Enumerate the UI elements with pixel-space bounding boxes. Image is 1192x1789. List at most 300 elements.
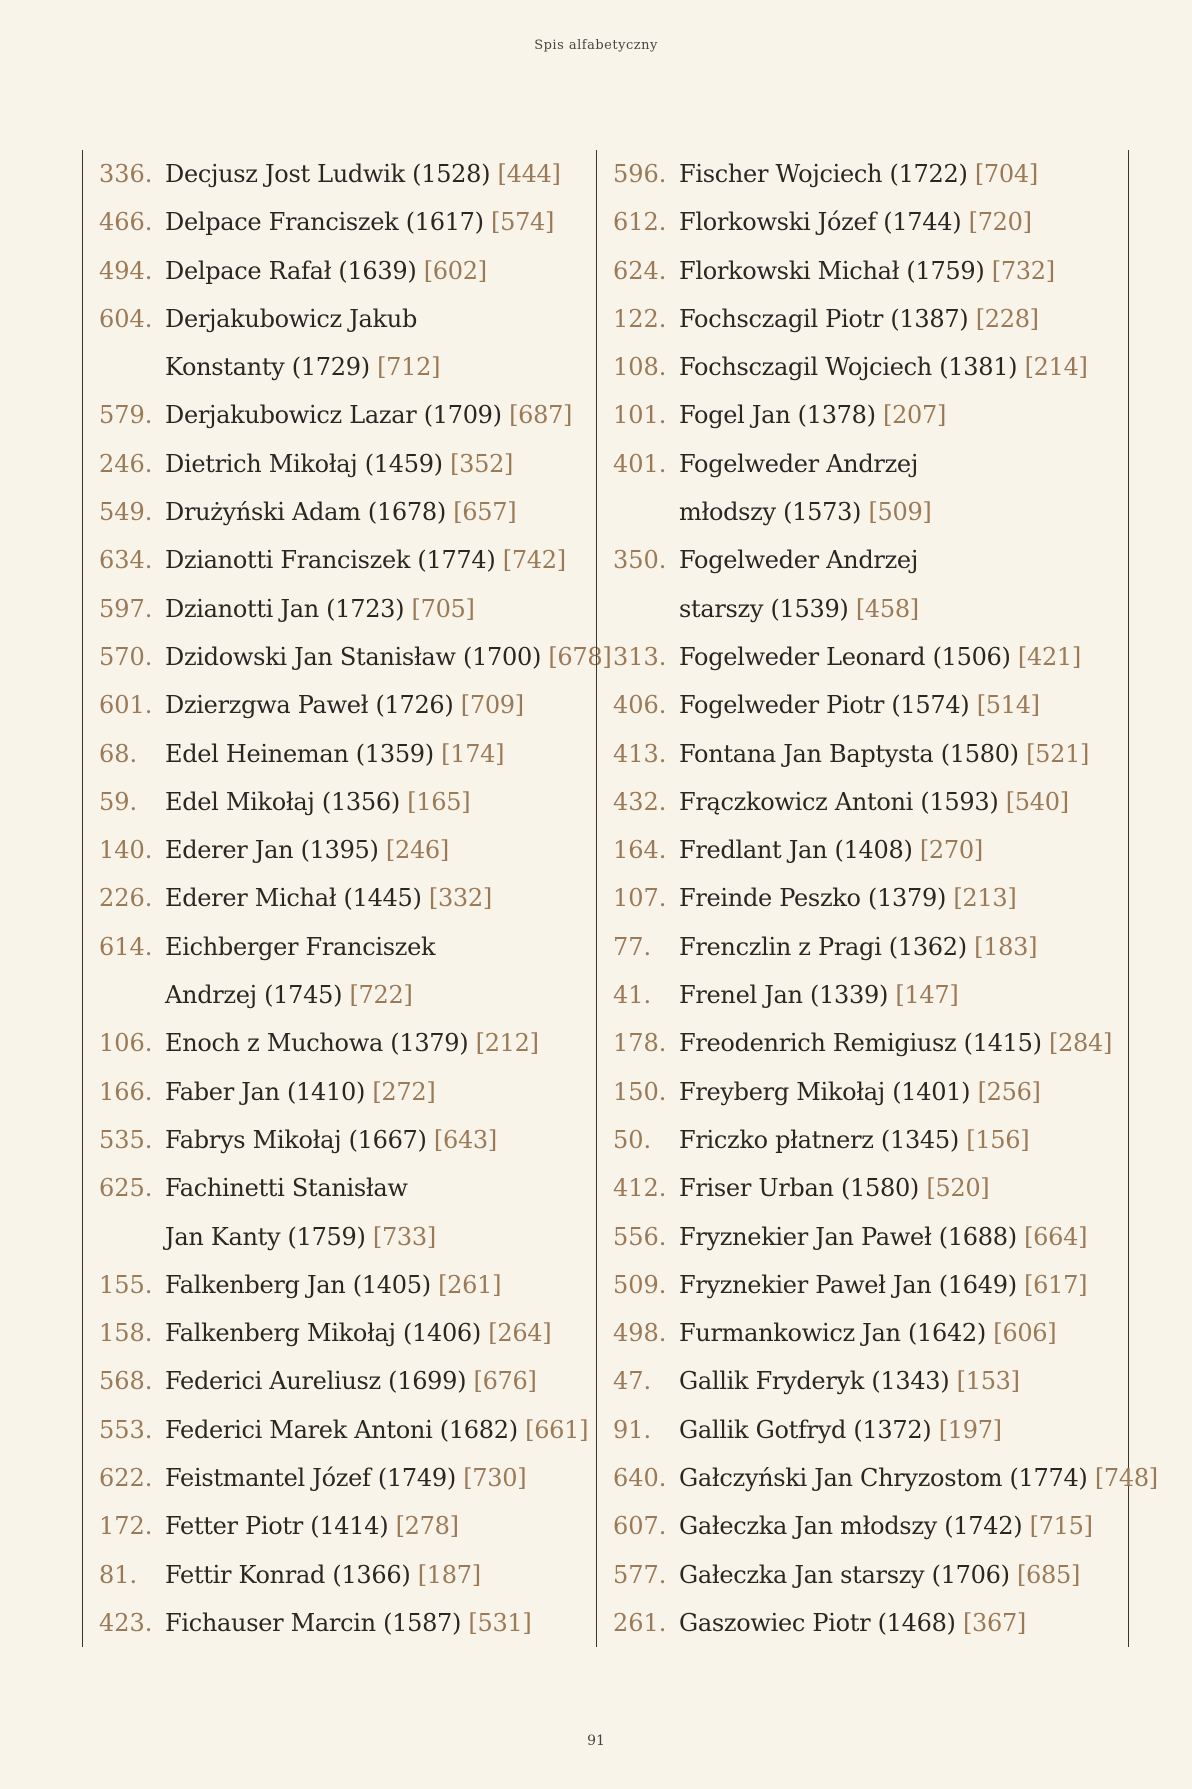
index-entry: [99, 1309, 619, 1357]
entry-line: [165, 150, 619, 198]
index-entry: [613, 1019, 1128, 1067]
index-entry: [613, 1599, 1128, 1647]
entry-line: [679, 391, 1128, 439]
index-entry: [99, 1019, 619, 1067]
entry-line: [165, 1068, 619, 1116]
entry-body: [165, 874, 619, 922]
page-reference: [367]: [955, 1608, 1026, 1637]
entry-line: [165, 585, 619, 633]
entry-text: Freyberg Mikołaj (1401): [679, 1077, 971, 1106]
entry-line: [165, 874, 619, 922]
entry-body: [679, 1502, 1128, 1550]
entry-text: Fochsczagil Wojciech (1381): [679, 353, 1018, 382]
entry-number: 406.: [613, 691, 667, 720]
entry-number: 47.: [613, 1367, 652, 1396]
entry-body: [165, 536, 619, 584]
entry-body: [679, 874, 1128, 922]
entry-number: 261.: [613, 1608, 667, 1637]
entry-body: [679, 536, 1128, 633]
entry-body: [679, 1551, 1128, 1599]
entry-line: Fogelweder Andrzej: [679, 546, 918, 575]
index-entry: [99, 585, 619, 633]
entry-line: [165, 391, 619, 439]
page-reference: [156]: [958, 1125, 1030, 1154]
entry-number: 350.: [613, 546, 667, 575]
index-entry: [99, 488, 619, 536]
index-entry: [99, 1116, 619, 1164]
index-entry: [613, 971, 1128, 1019]
entry-line: [679, 923, 1128, 971]
page-reference: [246]: [378, 836, 449, 865]
entry-text: Federici Marek Antoni (1682): [165, 1415, 518, 1444]
entry-body: [679, 1599, 1128, 1647]
entry-number: 122.: [613, 304, 667, 333]
entry-text: Konstanty (1729): [165, 353, 370, 382]
page-reference: [256]: [970, 1077, 1041, 1106]
index-entry: [613, 1406, 1128, 1454]
entry-body: [165, 923, 619, 1020]
index-entry: [613, 1309, 1128, 1357]
entry-line: [679, 1502, 1128, 1550]
entry-line: Fachinetti Stanisław: [165, 1174, 408, 1203]
page-reference: [657]: [445, 498, 517, 527]
entry-text: Faber Jan (1410): [165, 1077, 366, 1106]
entry-number: 155.: [99, 1270, 153, 1299]
index-entry: [613, 874, 1128, 922]
entry-body: [679, 1068, 1128, 1116]
entry-body: [679, 295, 1128, 343]
entry-body: [679, 440, 1128, 537]
entry-text: Fabrys Mikołaj (1667): [165, 1125, 427, 1154]
page-reference: [264]: [480, 1319, 552, 1348]
entry-text: Falkenberg Jan (1405): [165, 1270, 431, 1299]
index-entry: [613, 730, 1128, 778]
entry-number: 336.: [99, 160, 153, 188]
entry-body: [679, 730, 1128, 778]
entry-body: [165, 391, 619, 439]
page-reference: [458]: [848, 594, 919, 623]
entry-text: Fogelweder Leonard (1506): [679, 642, 1011, 671]
index-entry: [613, 633, 1128, 681]
entry-line: [679, 874, 1128, 922]
entry-line: [165, 1309, 619, 1357]
entry-line: [679, 1309, 1128, 1357]
entry-line: [165, 1454, 619, 1502]
entry-body: [165, 295, 619, 392]
index-entry: [613, 1357, 1128, 1405]
page-reference: [531]: [461, 1608, 532, 1637]
entry-body: [679, 247, 1128, 295]
entry-text: Gałeczka Jan starszy (1706): [679, 1560, 1010, 1589]
index-entry: [99, 1164, 619, 1261]
entry-body: [679, 971, 1128, 1019]
page-reference: [712]: [369, 353, 441, 382]
entry-body: [679, 1454, 1158, 1502]
entry-line: [165, 1019, 619, 1067]
page-reference: [261]: [430, 1270, 502, 1299]
index-entry: [613, 198, 1128, 246]
entry-number: 570.: [99, 642, 153, 671]
index-entry: [613, 536, 1128, 633]
entry-text: Friczko płatnerz (1345): [679, 1125, 959, 1154]
entry-number: 556.: [613, 1222, 667, 1251]
entry-line: [679, 295, 1128, 343]
entry-body: [165, 150, 619, 198]
entry-text: Fogelweder Piotr (1574): [679, 691, 970, 720]
index-entry: [613, 343, 1128, 391]
index-entry: [99, 198, 619, 246]
entry-number: 164.: [613, 836, 667, 865]
entry-line: [679, 150, 1128, 198]
entry-line: [165, 633, 619, 681]
entry-body: [679, 1261, 1128, 1309]
entry-line: [165, 1551, 619, 1599]
running-header: Spis alfabetyczny: [534, 38, 658, 53]
entry-number: 59.: [99, 787, 138, 816]
entry-number: 577.: [613, 1560, 667, 1589]
entry-number: 597.: [99, 594, 153, 623]
index-entry: [99, 923, 619, 1020]
entry-line: Fogelweder Andrzej: [679, 449, 918, 478]
page-reference: [187]: [410, 1560, 481, 1589]
entry-number: 604.: [99, 304, 153, 333]
entry-line: [165, 343, 619, 391]
entry-text: Florkowski Józef (1744): [679, 208, 962, 237]
page-reference: [606]: [985, 1319, 1057, 1348]
entry-text: Gaszowiec Piotr (1468): [679, 1608, 956, 1637]
entry-text: Frenczlin z Pragi (1362): [679, 932, 967, 961]
entry-number: 50.: [613, 1125, 652, 1154]
index-entry: [613, 1502, 1128, 1550]
page-reference: [174]: [433, 739, 505, 768]
page-reference: [676]: [466, 1367, 537, 1396]
index-entry: [99, 1406, 619, 1454]
entry-text: Fetter Piotr (1414): [165, 1512, 389, 1541]
entry-body: [165, 1068, 619, 1116]
index-entry: [613, 826, 1128, 874]
entry-number: 77.: [613, 932, 652, 961]
page-reference: [153]: [949, 1367, 1020, 1396]
entry-number: 614.: [99, 932, 153, 961]
entry-body: [165, 1309, 619, 1357]
entry-line: [165, 1213, 619, 1261]
page-reference: [685]: [1009, 1560, 1081, 1589]
index-entry: [613, 1068, 1128, 1116]
entry-body: [165, 730, 619, 778]
index-entry: [613, 778, 1128, 826]
entry-number: 178.: [613, 1029, 667, 1058]
page-reference: [730]: [455, 1464, 527, 1493]
index-entry: [99, 150, 619, 198]
page-reference: [444]: [490, 160, 561, 188]
index-entry: [613, 1213, 1128, 1261]
page-reference: [742]: [495, 546, 566, 575]
index-entry: [99, 1357, 619, 1405]
entry-body: [165, 1357, 619, 1405]
entry-text: Edel Heineman (1359): [165, 739, 434, 768]
entry-line: [165, 247, 619, 295]
entry-body: [165, 778, 619, 826]
page-reference: [540]: [998, 787, 1069, 816]
index-entry: [613, 391, 1128, 439]
entry-line: [165, 536, 619, 584]
entry-body: [165, 198, 619, 246]
index-entry: [613, 247, 1128, 295]
index-entry: [613, 681, 1128, 729]
page-reference: [661]: [517, 1415, 589, 1444]
index-entry: [99, 1502, 619, 1550]
entry-text: Fryznekier Paweł Jan (1649): [679, 1270, 1017, 1299]
index-entry: [99, 536, 619, 584]
entry-line: [679, 1454, 1158, 1502]
entry-body: [679, 1164, 1128, 1212]
entry-line: [679, 488, 1128, 536]
page-reference: [704]: [967, 160, 1038, 188]
entry-text: Andrzej (1745): [165, 981, 343, 1010]
page-reference: [207]: [875, 401, 947, 430]
entry-line: [165, 971, 619, 1019]
page-reference: [332]: [421, 884, 492, 913]
page-reference: [705]: [404, 594, 475, 623]
index-entry: [99, 778, 619, 826]
entry-number: 596.: [613, 160, 667, 188]
entry-number: 401.: [613, 449, 667, 478]
page-reference: [147]: [888, 981, 959, 1010]
page-reference: [278]: [388, 1512, 459, 1541]
entry-text: Friser Urban (1580): [679, 1174, 919, 1203]
entry-body: [679, 681, 1128, 729]
page-reference: [687]: [501, 401, 573, 430]
index-entry: [613, 150, 1128, 198]
entry-number: 607.: [613, 1512, 667, 1541]
entry-number: 625.: [99, 1174, 153, 1203]
entry-text: Gałczyński Jan Chryzostom (1774): [679, 1464, 1088, 1493]
entry-number: 68.: [99, 739, 138, 768]
entry-line: [679, 1116, 1128, 1164]
entry-body: [679, 1357, 1128, 1405]
entry-number: 634.: [99, 546, 153, 575]
index-entry: [613, 1551, 1128, 1599]
entry-text: Falkenberg Mikołaj (1406): [165, 1319, 481, 1348]
entry-number: 101.: [613, 401, 667, 430]
page-reference: [421]: [1010, 642, 1081, 671]
page-reference: [272]: [365, 1077, 436, 1106]
page-reference: [270]: [912, 836, 983, 865]
entry-line: [165, 1502, 619, 1550]
entry-body: [165, 826, 619, 874]
entry-body: [165, 633, 619, 681]
entry-text: Frączkowicz Antoni (1593): [679, 787, 999, 816]
entry-line: [679, 1357, 1128, 1405]
entry-text: Fischer Wojciech (1722): [679, 160, 968, 188]
entry-body: [679, 1309, 1128, 1357]
index-entry: [99, 247, 619, 295]
entry-line: [679, 1261, 1128, 1309]
right-index-column: [596, 150, 1158, 1647]
entry-number: 226.: [99, 884, 153, 913]
index-entry: [613, 1116, 1128, 1164]
index-entry: [99, 826, 619, 874]
entry-number: 640.: [613, 1464, 667, 1493]
page-reference: [617]: [1016, 1270, 1088, 1299]
entry-number: 108.: [613, 353, 667, 382]
page-reference: [602]: [416, 256, 487, 285]
page-reference: [722]: [342, 981, 413, 1010]
entry-number: 624.: [613, 256, 667, 285]
entry-body: [165, 488, 619, 536]
entry-number: 568.: [99, 1367, 153, 1396]
entry-line: [165, 198, 619, 246]
index-entry: [99, 440, 619, 488]
entry-number: 535.: [99, 1125, 153, 1154]
entry-text: Dzierzgwa Paweł (1726): [165, 691, 454, 720]
entry-line: [165, 730, 619, 778]
entry-number: 41.: [613, 981, 652, 1010]
page-reference: [352]: [442, 449, 514, 478]
entry-body: [679, 923, 1128, 971]
entry-body: [679, 198, 1128, 246]
page-reference: [678]: [541, 642, 612, 671]
entry-text: młodszy (1573): [679, 498, 862, 527]
page-reference: [514]: [969, 691, 1040, 720]
entry-number: 172.: [99, 1512, 153, 1541]
entry-body: [165, 681, 619, 729]
entry-body: [165, 1164, 619, 1261]
entry-body: [679, 391, 1128, 439]
entry-number: 140.: [99, 836, 153, 865]
index-entry: [99, 874, 619, 922]
entry-line: [165, 1406, 619, 1454]
entry-text: Gallik Gotfryd (1372): [679, 1415, 932, 1444]
entry-number: 498.: [613, 1319, 667, 1348]
index-entry: [99, 1068, 619, 1116]
entry-line: [679, 633, 1128, 681]
entry-text: Dietrich Mikołaj (1459): [165, 449, 443, 478]
entry-line: [679, 778, 1128, 826]
entry-text: Freinde Peszko (1379): [679, 884, 947, 913]
entry-body: [165, 1551, 619, 1599]
page-reference: [732]: [984, 256, 1055, 285]
index-entry: [99, 681, 619, 729]
entry-line: [679, 1406, 1128, 1454]
page-number: 91: [587, 1733, 605, 1749]
entry-body: [679, 150, 1128, 198]
entry-text: Ederer Michał (1445): [165, 884, 422, 913]
entry-line: [679, 1068, 1128, 1116]
entry-line: Derjakubowicz Jakub: [165, 304, 418, 333]
entry-number: 579.: [99, 401, 153, 430]
index-entry: [613, 923, 1128, 971]
entry-number: 553.: [99, 1415, 153, 1444]
entry-line: [679, 247, 1128, 295]
page-reference: [520]: [918, 1174, 990, 1203]
entry-number: 622.: [99, 1464, 153, 1493]
entry-line: [165, 440, 619, 488]
index-entry: [99, 1454, 619, 1502]
entry-body: [165, 1502, 619, 1550]
entry-line: [679, 1551, 1128, 1599]
left-index-column: [82, 150, 619, 1647]
entry-number: 509.: [613, 1270, 667, 1299]
page-reference: [748]: [1087, 1464, 1158, 1493]
entry-body: [165, 1406, 619, 1454]
entry-number: 432.: [613, 787, 667, 816]
entry-text: Jan Kanty (1759): [165, 1222, 366, 1251]
page-reference: [664]: [1016, 1222, 1088, 1251]
entry-line: [679, 1019, 1128, 1067]
page-reference: [183]: [966, 932, 1038, 961]
entry-line: [165, 1599, 619, 1647]
entry-text: Fogel Jan (1378): [679, 401, 876, 430]
entry-number: 313.: [613, 642, 667, 671]
entry-number: 106.: [99, 1029, 153, 1058]
entry-body: [679, 633, 1128, 681]
entry-text: Enoch z Muchowa (1379): [165, 1029, 469, 1058]
entry-line: [679, 826, 1128, 874]
page-reference: [228]: [968, 304, 1039, 333]
entry-text: Derjakubowicz Lazar (1709): [165, 401, 502, 430]
page-reference: [165]: [399, 787, 471, 816]
page-reference: [197]: [931, 1415, 1002, 1444]
entry-line: [679, 1213, 1128, 1261]
entry-number: 549.: [99, 498, 153, 527]
page-reference: [733]: [365, 1222, 436, 1251]
entry-line: [165, 778, 619, 826]
entry-text: Fettir Konrad (1366): [165, 1560, 411, 1589]
index-entry: [99, 1599, 619, 1647]
entry-text: Freodenrich Remigiusz (1415): [679, 1029, 1042, 1058]
entry-text: Florkowski Michał (1759): [679, 256, 985, 285]
entry-text: Delpace Franciszek (1617): [165, 208, 484, 237]
entry-number: 612.: [613, 208, 667, 237]
entry-text: Dzianotti Franciszek (1774): [165, 546, 496, 575]
entry-body: [165, 1116, 619, 1164]
index-entry: [99, 730, 619, 778]
entry-body: [165, 585, 619, 633]
entry-number: 423.: [99, 1608, 153, 1637]
entry-text: Edel Mikołaj (1356): [165, 787, 400, 816]
page-reference: [213]: [946, 884, 1017, 913]
entry-number: 494.: [99, 256, 153, 285]
page-reference: [574]: [483, 208, 555, 237]
entry-number: 91.: [613, 1415, 652, 1444]
entry-line: [679, 730, 1128, 778]
entry-number: 412.: [613, 1174, 667, 1203]
entry-body: [679, 826, 1128, 874]
index-entry: [613, 1261, 1128, 1309]
entry-number: 166.: [99, 1077, 153, 1106]
entry-line: [165, 681, 619, 729]
page-reference: [509]: [861, 498, 932, 527]
entry-line: [165, 1357, 619, 1405]
page-reference: [715]: [1022, 1512, 1093, 1541]
entry-text: Frenel Jan (1339): [679, 981, 889, 1010]
entry-text: Fontana Jan Baptysta (1580): [679, 739, 1019, 768]
entry-text: Dzidowski Jan Stanisław (1700): [165, 642, 542, 671]
entry-number: 158.: [99, 1319, 153, 1348]
entry-text: Gałeczka Jan młodszy (1742): [679, 1512, 1023, 1541]
entry-text: Furmankowicz Jan (1642): [679, 1319, 986, 1348]
page-reference: [709]: [453, 691, 524, 720]
entry-body: [679, 1116, 1128, 1164]
entry-line: [679, 585, 1128, 633]
index-entry: [99, 1551, 619, 1599]
entry-number: 150.: [613, 1077, 667, 1106]
entry-body: [165, 1454, 619, 1502]
entry-number: 107.: [613, 884, 667, 913]
index-entry: [99, 633, 619, 681]
entry-body: [165, 440, 619, 488]
